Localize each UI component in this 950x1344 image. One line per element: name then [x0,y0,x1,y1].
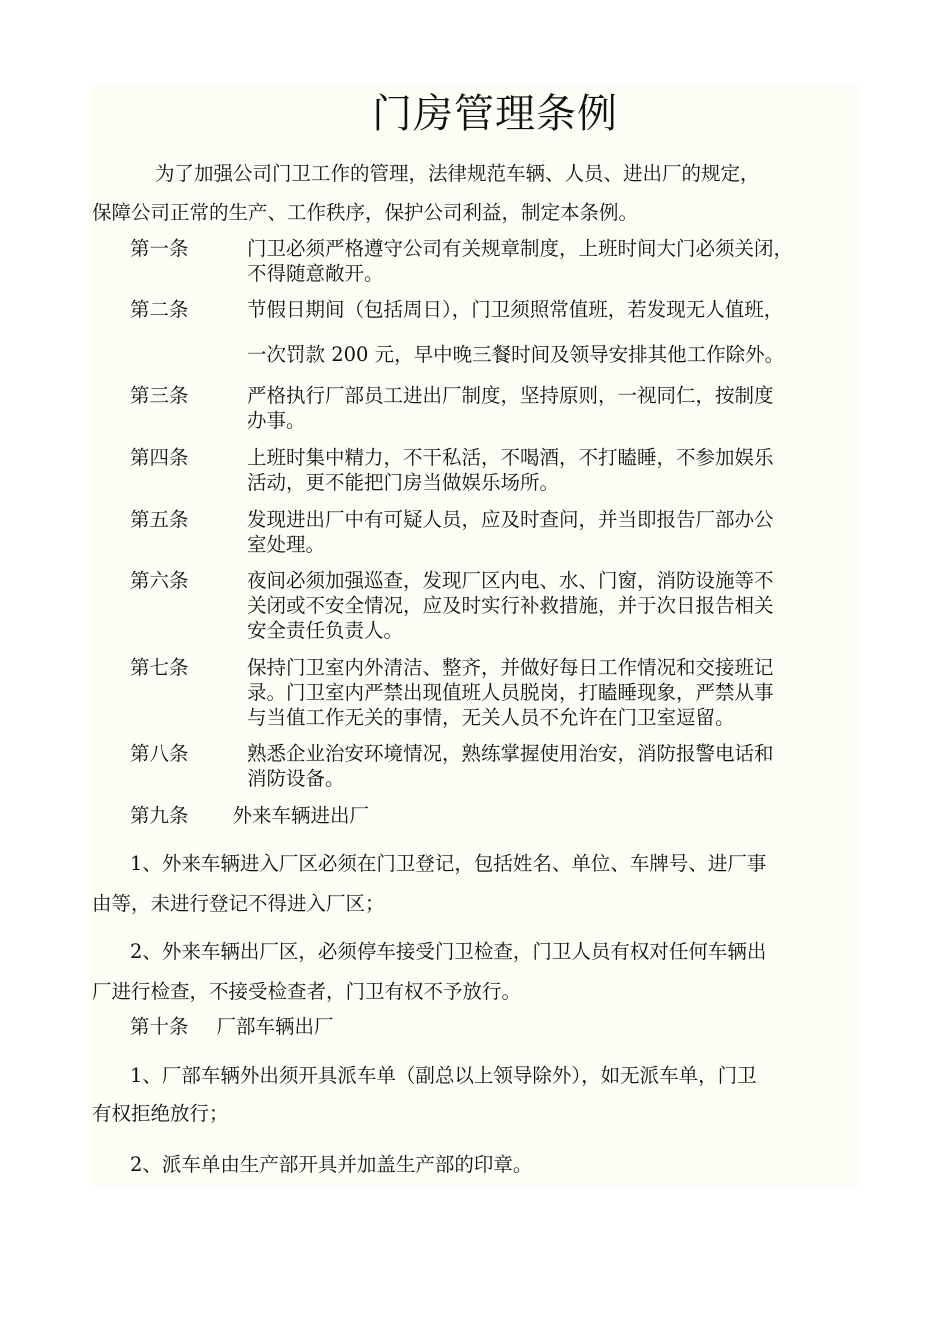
article-4-line-1: 上班时集中精力，不干私活，不喝酒，不打瞌睡，不参加娱乐 [247,446,774,469]
article-9-title: 外来车辆进出厂 [232,804,370,827]
article-6-line-1: 夜间必须加强巡查，发现厂区内电、水、门窗，消防设施等不 [247,569,774,592]
intro-line-2: 保障公司正常的生产、工作秩序，保护公司利益，制定本条例。 [92,201,639,224]
article-9-item-1-line-1: 1、外来车辆进入厂区必须在门卫登记，包括姓名、单位、车牌号、进厂事 [130,852,767,875]
article-2-line-1: 节假日期间（包括周日），门卫须照常值班，若发现无人值班， [247,298,784,321]
article-4-text [247,445,867,495]
article-7-line-2: 录。门卫室内严禁出现值班人员脱岗，打瞌睡现象，严禁从事 [247,681,774,704]
article-3-line-2: 办事。 [247,409,306,432]
article-9-item-2-line-1: 2、外来车辆出厂区，必须停车接受门卫检查，门卫人员有权对任何车辆出 [130,940,767,963]
article-9-item-2-line-2: 厂进行检查，不接受检查者，门卫有权不予放行。 [92,980,522,1003]
document-title: 门房管理条例 [372,91,618,137]
article-5-text [247,507,867,557]
article-1-label: 第一条 [130,237,189,260]
article-5-line-1: 发现进出厂中有可疑人员，应及时查问，并当即报告厂部办公 [247,508,774,531]
article-6-line-2: 关闭或不安全情况，应及时实行补救措施，并于次日报告相关 [247,594,774,617]
article-8-text [247,741,867,791]
article-10-item-1-line-1: 1、厂部车辆外出须开具派车单（副总以上领导除外），如无派车单，门卫 [130,1064,757,1087]
article-10-title: 厂部车辆出厂 [216,1015,334,1038]
intro-line-1: 为了加强公司门卫工作的管理，法律规范车辆、人员、进出厂的规定， [155,162,760,185]
article-7-line-1: 保持门卫室内外清洁、整齐，并做好每日工作情况和交接班记 [247,656,774,679]
article-2-line-2: 一次罚款 200 元，早中晚三餐时间及领导安排其他工作除外。 [247,343,785,366]
article-3-label: 第三条 [130,384,189,407]
article-10-heading [130,1013,334,1041]
article-1-line-2: 不得随意敞开。 [247,262,384,285]
article-7-label: 第七条 [130,656,189,679]
article-7-text [247,655,867,730]
article-5-line-2: 室处理。 [247,533,326,556]
article-4-line-2: 活动，更不能把门房当做娱乐场所。 [247,471,560,494]
article-8-label: 第八条 [130,742,189,765]
article-4-label: 第四条 [130,446,189,469]
article-3-line-1: 严格执行厂部员工进出厂制度，坚持原则，一视同仁，按制度 [247,384,774,407]
article-5-label: 第五条 [130,508,189,531]
article-10-item-2-line-1: 2、派车单由生产部开具并加盖生产部的印章。 [130,1153,533,1176]
article-3-text [247,383,867,433]
article-6-line-3: 安全责任负责人。 [247,619,404,642]
article-2-text [247,287,867,377]
article-7-line-3: 与当值工作无关的事情，无关人员不允许在门卫室逗留。 [247,706,735,729]
article-1-line-1: 门卫必须严格遵守公司有关规章制度，上班时间大门必须关闭， [247,237,794,260]
article-6-label: 第六条 [130,569,189,592]
article-10-label: 第十条 [130,1015,189,1038]
article-9-item-1-line-2: 由等，未进行登记不得进入厂区； [92,892,385,915]
article-6-text [247,568,867,643]
article-10-item-1-line-2: 有权拒绝放行； [92,1102,229,1125]
article-8-line-2: 消防设备。 [247,767,345,790]
article-2-label: 第二条 [130,298,189,321]
article-1-text [247,236,867,286]
article-9-label: 第九条 [130,804,189,827]
article-8-line-1: 熟悉企业治安环境情况，熟练掌握使用治安，消防报警电话和 [247,742,774,765]
article-9-heading [130,802,369,830]
